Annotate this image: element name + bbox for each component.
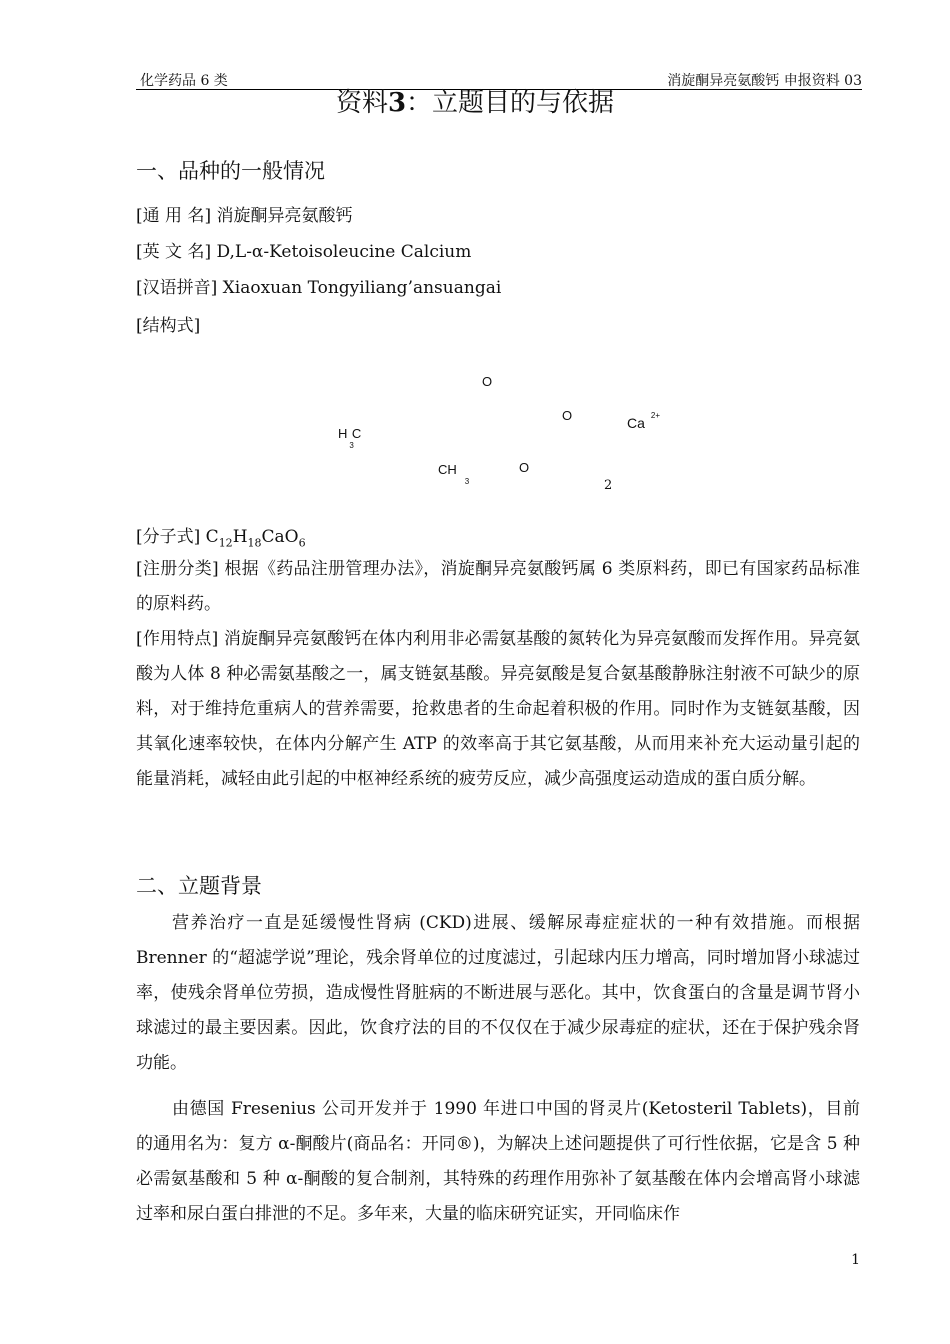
formula-c-count: 12 — [218, 536, 233, 550]
atom-o-top: O — [482, 374, 493, 389]
c-symbol: C — [351, 426, 362, 441]
generic-name: [通 用 名] 消旋酮异亮氨酸钙 — [136, 206, 353, 226]
h-symbol: H — [338, 426, 348, 441]
pinyin-name: [汉语拼音] Xiaoxuan Tongyiliang’ansuangai — [136, 278, 502, 298]
title-number: 3 — [387, 88, 407, 118]
page-number: 1 — [851, 1252, 860, 1268]
section2-heading: 二、立题背景 — [136, 874, 262, 898]
formula-h: H — [232, 527, 248, 547]
header-left: 化学药品 6 类 — [140, 73, 228, 89]
ch-symbol: CH — [438, 462, 457, 477]
formula-cao: CaO — [261, 527, 299, 547]
ca-charge: 2+ — [650, 411, 661, 421]
formula-label: [分子式] — [136, 527, 206, 547]
ca-symbol: Ca — [627, 415, 645, 431]
registration-class: [注册分类] 根据《药品注册管理办法》，消旋酮异亮氨酸钙属 6 类原料药，即已有国家药品标准的原料药。 — [136, 559, 860, 614]
atom-ca — [627, 411, 661, 431]
formula-h-count: 18 — [247, 536, 262, 550]
document-title — [0, 82, 950, 119]
structure-label: [结构式] — [136, 316, 201, 336]
formula-o-count: 6 — [298, 536, 306, 550]
atom-o-middle: O — [562, 408, 573, 423]
ch-subscript: 3 — [464, 476, 470, 486]
function-features: [作用特点] 消旋酮异亮氨酸钙在体内利用非必需氨基酸的氮转化为异亮氨酸而发挥作用。异亮氨酸为人体 8 种必需氨基酸之一，属支链氨基酸。异亮氨酸是复合氨基酸静脉注射液不可缺少的原料，对于维持危重病人的营养需要，抢救患者的生命起着积极的作用。同时作为支链氨基酸，因其氧化速率较快，在体内分解产生 ATP 的效率高于其它氨基酸，从而用来补充大运动量引起的能量消耗，减轻由此引起的中枢神经系统的疲劳反应，减少高强度运动造成的蛋白质分解。 — [136, 629, 860, 789]
formula-c: C — [205, 527, 219, 547]
multiplier-2: 2 — [604, 478, 613, 493]
header-right: 消旋酮异亮氨酸钙 申报资料 03 — [667, 73, 862, 89]
atom-o-bottom: O — [519, 460, 530, 475]
atom-ch3 — [438, 462, 470, 486]
background-paragraph-1: 营养治疗一直是延缓慢性肾病 (CKD)进展、缓解尿毒症症状的一种有效措施。而根据 Brenner 的“超滤学说”理论，残余肾单位的过度滤过，引起球内压力增高，同时增加肾小球滤过率，使残余肾单位劳损，造成慢性肾脏病的不断进展与恶化。其中，饮食蛋白的含量是调节肾小球滤过的最主要因素。因此，饮食疗法的目的不仅仅在于减少尿毒症的症状，还在于保护残余肾功能。 — [136, 913, 860, 1073]
title-prefix: 资料 — [335, 88, 388, 118]
h-subscript: 3 — [349, 440, 354, 450]
background-paragraph-2: 由德国 Fresenius 公司开发并于 1990 年进口中国的肾灵片(Ketosteril Tablets)，目前的通用名为：复方 α-酮酸片(商品名：开同®)，为解决上述问题提供了可行性依据，它是含 5 种必需氨基酸和 5 种 α-酮酸的复合制剂，其特殊的药理作用弥补了氨基酸在体内会增高肾小球滤过率和尿白蛋白排泄的不足。多年来，大量的临床研究证实，开同临床作 — [136, 1099, 860, 1224]
title-rest: ：立题目的与依据 — [406, 88, 615, 118]
atom-h3c — [338, 426, 362, 450]
molecular-formula — [136, 522, 306, 549]
english-name: [英 文 名] D,L-α-Ketoisoleucine Calcium — [136, 242, 472, 262]
structure-formula — [136, 360, 862, 510]
section1-heading: 一、品种的一般情况 — [136, 159, 325, 183]
